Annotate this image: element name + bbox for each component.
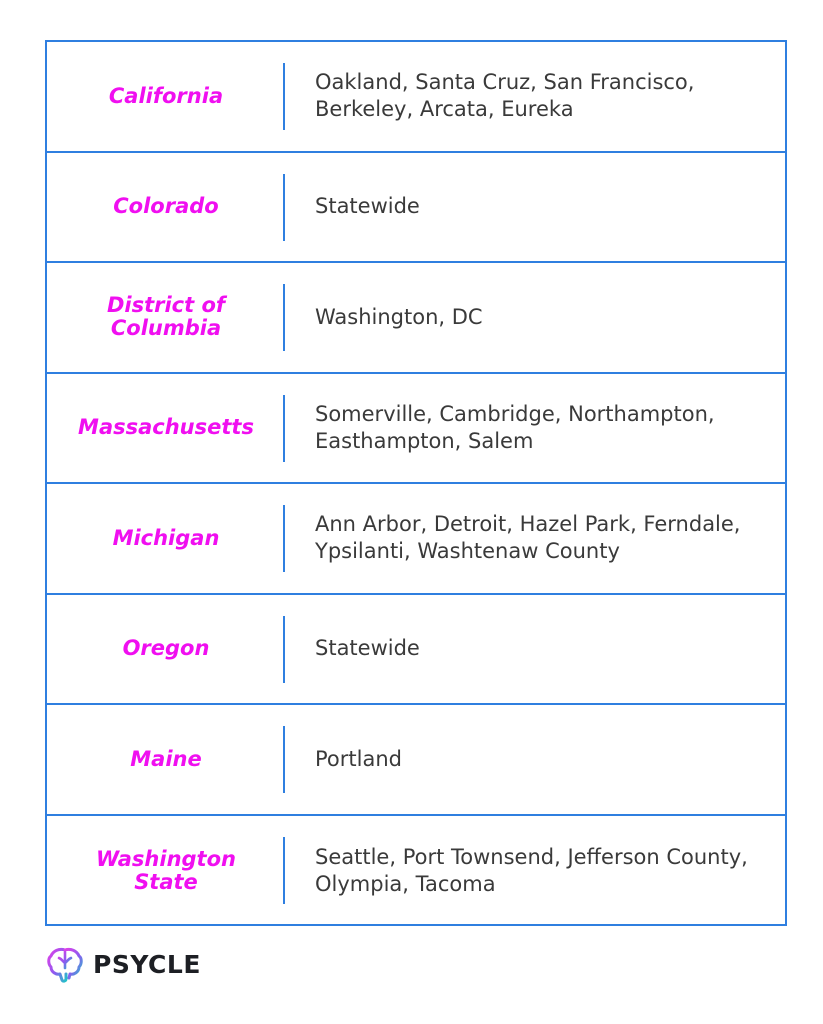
cities-list: Statewide — [315, 636, 420, 661]
cities-list: Somerville, Cambridge, Northampton, Easthampton, Salem — [315, 401, 715, 453]
state-name: District of Columbia — [106, 293, 226, 341]
cities-list: Oakland, Santa Cruz, San Francisco, Berkeley, Arcata, Eureka — [315, 70, 695, 122]
cities-list: Ann Arbor, Detroit, Hazel Park, Ferndale, Ypsilanti, Washtenaw County — [315, 512, 741, 564]
brand-name: PSYCLE — [93, 949, 201, 979]
column-divider — [283, 284, 285, 351]
state-name: Michigan — [112, 525, 220, 550]
state-name: Washington State — [96, 846, 236, 894]
column-divider — [283, 505, 285, 572]
column-divider — [283, 63, 285, 130]
state-name: California — [108, 83, 224, 108]
cities-list: Statewide — [315, 194, 420, 219]
table-row — [47, 705, 785, 816]
cities-table — [45, 40, 787, 926]
table-row — [47, 816, 785, 927]
cities-list: Seattle, Port Townsend, Jefferson County, Olympia, Tacoma — [315, 844, 748, 896]
table-row — [47, 484, 785, 595]
column-divider — [283, 726, 285, 793]
column-divider — [283, 395, 285, 462]
table-row — [47, 42, 785, 153]
psycle-logo — [45, 944, 201, 984]
cities-list: Portland — [315, 746, 402, 771]
state-name: Colorado — [113, 194, 219, 219]
table-row — [47, 595, 785, 706]
table-row — [47, 153, 785, 264]
state-name: Oregon — [122, 636, 210, 661]
cities-list: Washington, DC — [315, 304, 483, 329]
column-divider — [283, 616, 285, 683]
state-name: Massachusetts — [78, 415, 254, 440]
table-row — [47, 263, 785, 374]
column-divider — [283, 837, 285, 904]
column-divider — [283, 174, 285, 241]
state-name: Maine — [130, 746, 202, 771]
brain-icon — [45, 944, 85, 984]
table-row — [47, 374, 785, 485]
